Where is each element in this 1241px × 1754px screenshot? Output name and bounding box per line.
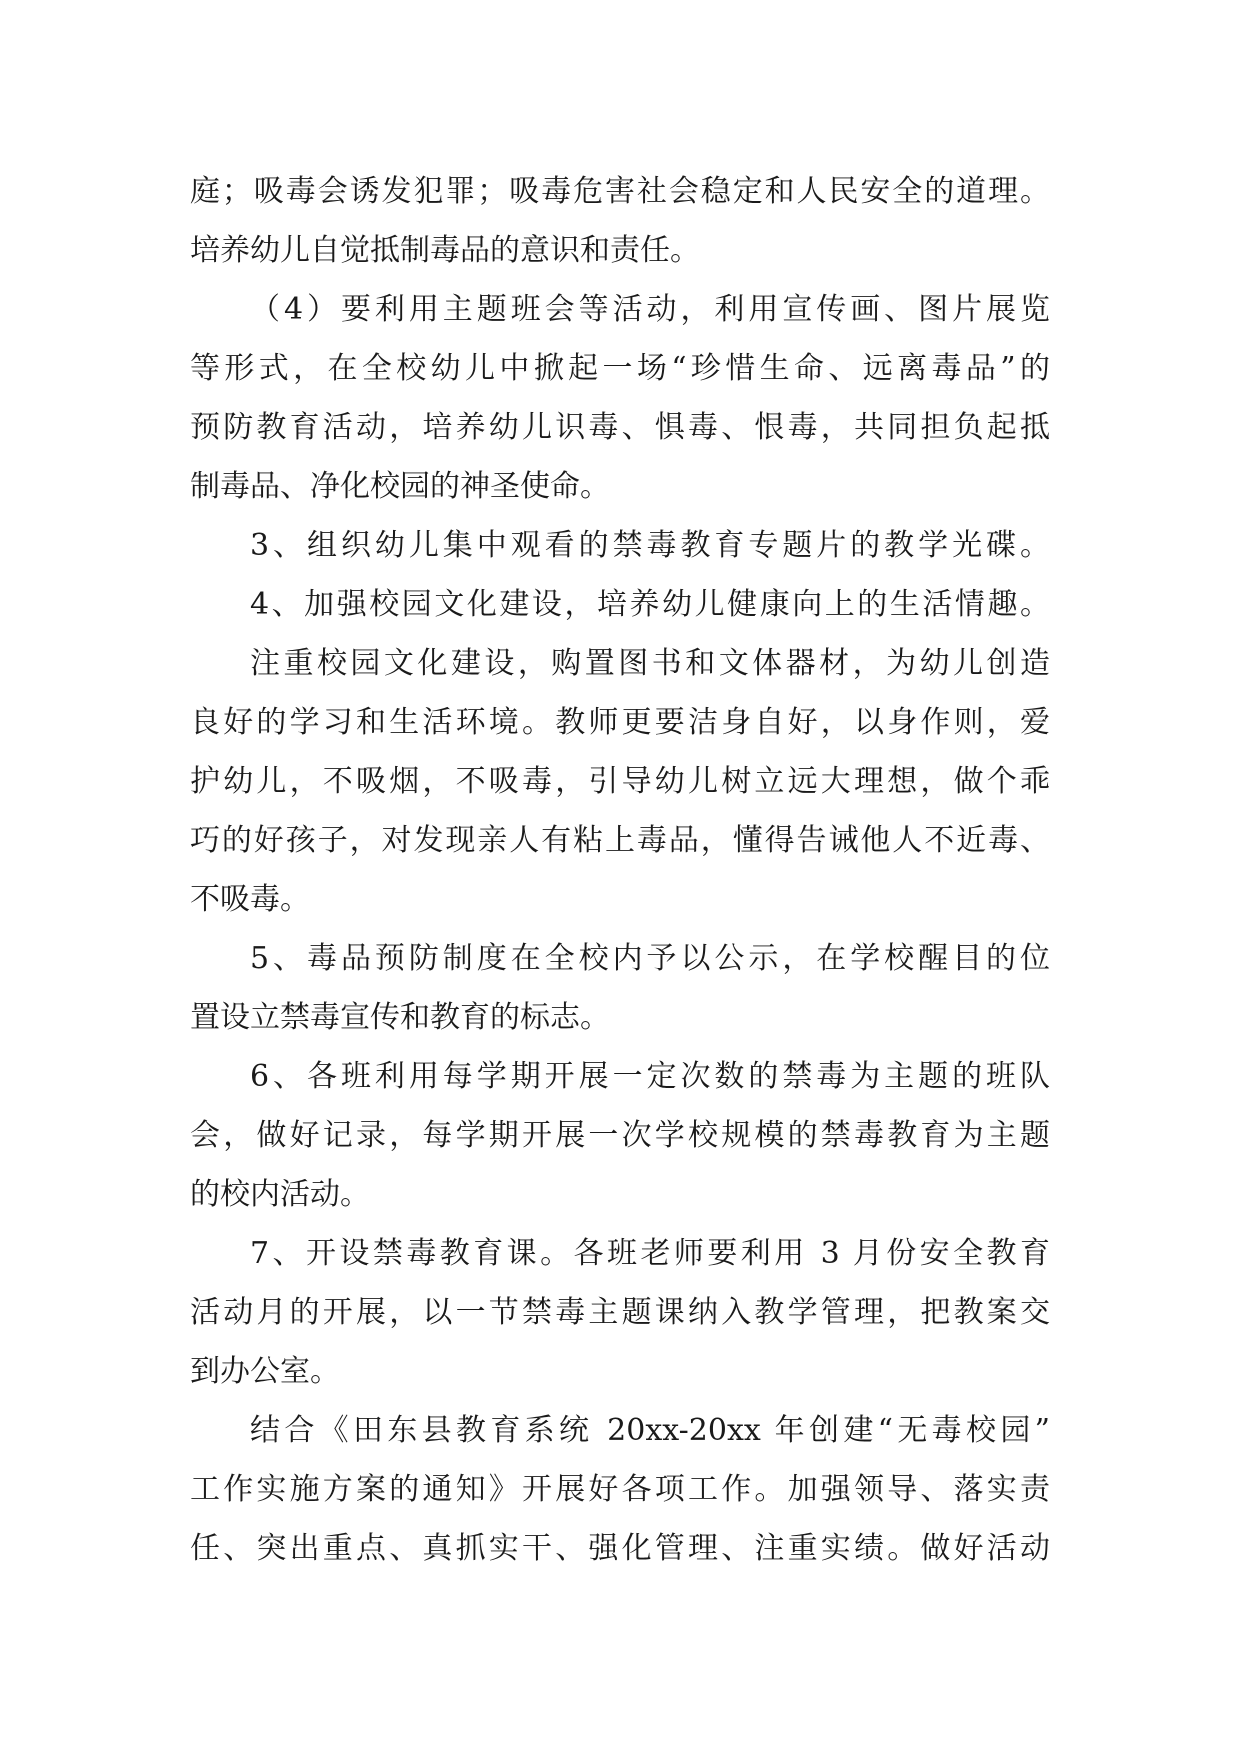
text-line: 预防教育活动，培养幼儿识毒、惧毒、恨毒，共同担负起抵 xyxy=(190,410,1050,445)
text-line: 7、开设禁毒教育课。各班老师要利用 3 月份安全教育 xyxy=(250,1236,1050,1271)
text-line: 会，做好记录，每学期开展一次学校规模的禁毒教育为主题 xyxy=(190,1118,1050,1153)
paragraph-2 xyxy=(190,280,1050,516)
text-line: 制毒品、净化校园的神圣使命。 xyxy=(190,469,610,504)
document-page xyxy=(190,162,1050,1578)
paragraph-9 xyxy=(190,1401,1050,1578)
text-line: 庭；吸毒会诱发犯罪；吸毒危害社会稳定和人民安全的道理。 xyxy=(190,174,1050,209)
text-line: （4）要利用主题班会等活动，利用宣传画、图片展览 xyxy=(250,292,1050,327)
text-line: 3、组织幼儿集中观看的禁毒教育专题片的教学光碟。 xyxy=(250,528,1050,563)
text-line: 不吸毒。 xyxy=(190,882,310,917)
paragraph-5 xyxy=(190,634,1050,929)
text-line: 任、突出重点、真抓实干、强化管理、注重实绩。做好活动 xyxy=(190,1531,1050,1566)
text-line: 的校内活动。 xyxy=(190,1177,370,1212)
text-line: 培养幼儿自觉抵制毒品的意识和责任。 xyxy=(190,233,700,268)
text-line: 巧的好孩子，对发现亲人有粘上毒品，懂得告诫他人不近毒、 xyxy=(190,823,1050,858)
paragraph-3 xyxy=(190,516,1050,575)
paragraph-7 xyxy=(190,1047,1050,1224)
paragraph-6 xyxy=(190,929,1050,1047)
text-line: 到办公室。 xyxy=(190,1354,340,1389)
text-line: 等形式，在全校幼儿中掀起一场“珍惜生命、远离毒品”的 xyxy=(190,351,1050,386)
text-line: 工作实施方案的通知》开展好各项工作。加强领导、落实责 xyxy=(190,1472,1050,1507)
text-line: 活动月的开展，以一节禁毒主题课纳入教学管理，把教案交 xyxy=(190,1295,1050,1330)
paragraph-4 xyxy=(190,575,1050,634)
text-line: 置设立禁毒宣传和教育的标志。 xyxy=(190,1000,610,1035)
paragraph-1 xyxy=(190,162,1050,280)
text-line: 护幼儿，不吸烟，不吸毒，引导幼儿树立远大理想，做个乖 xyxy=(190,764,1050,799)
text-line: 注重校园文化建设，购置图书和文体器材，为幼儿创造 xyxy=(250,646,1050,681)
text-line: 结合《田东县教育系统 20xx-20xx 年创建“无毒校园” xyxy=(250,1413,1050,1448)
text-line: 6、各班利用每学期开展一定次数的禁毒为主题的班队 xyxy=(250,1059,1050,1094)
text-line: 4、加强校园文化建设，培养幼儿健康向上的生活情趣。 xyxy=(250,587,1050,622)
text-line: 5、毒品预防制度在全校内予以公示，在学校醒目的位 xyxy=(250,941,1050,976)
paragraph-8 xyxy=(190,1224,1050,1401)
text-line: 良好的学习和生活环境。教师更要洁身自好，以身作则，爱 xyxy=(190,705,1050,740)
